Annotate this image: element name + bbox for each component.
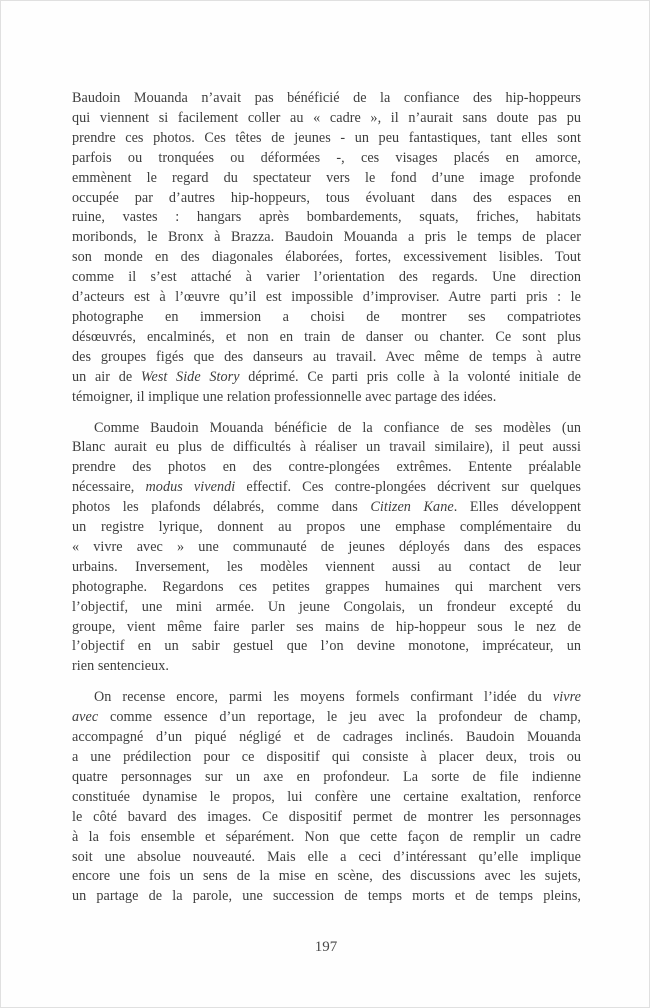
- text-segment: désœuvrés, encalminés, et non en train de danser ou chanter. Ce sont plus: [72, 328, 581, 345]
- text-line: [72, 228, 581, 248]
- text-segment: d’acteurs est à l’œuvre qu’il est impossible d’improviser. Autre parti pris : le: [72, 289, 581, 306]
- text-line: [72, 637, 581, 657]
- text-segment: parfois ou tronquées ou déformées -, ces visages placés en amorce,: [72, 149, 581, 166]
- italic-segment: West Side Story: [140, 368, 240, 385]
- text-segment: occupée par d’autres hip-hoppeurs, tous évoluant dans des espaces en: [72, 189, 581, 206]
- text-line: [72, 438, 581, 458]
- text-segment: comme essence d’un reportage, le jeu avec la profondeur de champ,: [98, 709, 581, 726]
- page-number: 197: [314, 939, 338, 955]
- text-segment: déprimé. Ce parti pris colle à la volonté initiale de: [239, 368, 581, 385]
- text-segment: son monde en des diagonales élaborées, fortes, excessivement lisibles. Tout: [72, 249, 581, 266]
- text-line: [72, 768, 581, 788]
- text-segment: On recense encore, parmi les moyens formels confirmant l’idée du: [94, 689, 553, 706]
- text-segment: comme il s’est attaché à varier l’orientation des regards. Une direction: [72, 269, 581, 286]
- text-segment: prendre ces photos. Ces têtes de jeunes - un peu fantastiques, tant elles sont: [72, 129, 581, 146]
- italic-segment: avec: [72, 709, 99, 726]
- text-line: [72, 538, 581, 558]
- text-segment: un partage de la parole, une succession de temps morts et de temps pleins,: [72, 888, 581, 905]
- text-segment: Comme Baudoin Mouanda bénéficie de la confiance de ses modèles (un: [94, 419, 581, 436]
- text-segment: effectif. Ces contre-plongées décrivent sur quelques: [235, 479, 581, 496]
- text-segment: accompagné d’un piqué négligé et de cadrages inclinés. Baudoin Mouanda: [72, 729, 581, 746]
- text-segment: encore une fois un sens de la mise en scène, des discussions avec les sujets,: [72, 868, 581, 885]
- text-line: [72, 388, 581, 408]
- text-line: [72, 728, 581, 748]
- text-segment: a une prédilection pour ce dispositif qui consiste à placer deux, trois ou: [72, 749, 581, 765]
- text-line: [72, 248, 581, 268]
- text-line: [72, 598, 581, 618]
- text-segment: emmènent le regard du spectateur vers le fond d’une image profonde: [72, 169, 581, 186]
- text-segment: à la fois ensemble et séparément. Non que cette façon de remplir un cadre: [72, 828, 581, 845]
- text-segment: photographe. Regardons ces petites grappes humaines qui marchent vers: [72, 578, 581, 595]
- text-line: [72, 887, 581, 907]
- text-line: [72, 808, 581, 828]
- text-line: [72, 109, 581, 129]
- text-segment: qui viennent si facilement coller au « cadre », il n’aurait sans doute pas pu: [72, 109, 581, 126]
- text-line: [72, 518, 581, 538]
- text-segment: moribonds, le Bronx à Brazza. Baudoin Mouanda a pris le temps de placer: [72, 229, 581, 246]
- text-line: [72, 657, 581, 677]
- text-line: [72, 688, 581, 708]
- text-segment: quatre personnages sur un axe en profondeur. La sorte de file indienne: [72, 768, 581, 785]
- text-line: [72, 578, 581, 598]
- text-segment: urbains. Inversement, les modèles viennent aussi au contact de leur: [72, 558, 581, 575]
- text-segment: photos les plafonds délabrés, comme dans: [72, 499, 371, 516]
- text-line: [72, 788, 581, 808]
- text-line: [72, 328, 581, 348]
- italic-segment: vivre: [552, 689, 581, 706]
- text-line: [72, 828, 581, 848]
- paragraph: [72, 419, 581, 678]
- text-line: [72, 189, 581, 209]
- text-segment: « vivre avec » une communauté de jeunes déployés dans des espaces: [72, 538, 581, 555]
- italic-segment: Citizen Kane: [370, 499, 454, 516]
- text-line: [72, 558, 581, 578]
- paragraph: [72, 688, 581, 907]
- text-segment: témoigner, il implique une relation professionnelle avec partage des idées.: [72, 388, 497, 405]
- text-line: [72, 348, 581, 368]
- text-line: [72, 419, 581, 439]
- text-segment: groupe, vient même faire parler ses mains de hip-hoppeur sous le nez de: [72, 618, 581, 635]
- text-line: [72, 129, 581, 149]
- text-line: [72, 498, 581, 518]
- text-segment: soit une absolue nouveauté. Mais elle a ceci d’intéressant qu’elle implique: [72, 848, 581, 865]
- text-segment: prendre des photos en des contre-plongées extrêmes. Entente préalable: [72, 459, 581, 476]
- text-segment: nécessaire,: [72, 479, 146, 496]
- text-segment: photographe en immersion a choisi de montrer ses compatriotes: [72, 308, 581, 325]
- text-segment: Blanc aurait eu plus de difficultés à réaliser un travail similaire), il peut aussi: [72, 439, 581, 456]
- text-line: [72, 288, 581, 308]
- text-segment: un air de: [72, 368, 141, 385]
- text-segment: l’objectif, une mini armée. Un jeune Congolais, un frondeur excepté du: [72, 598, 581, 615]
- text-line: [72, 268, 581, 288]
- text-block: [72, 89, 581, 907]
- text-line: [72, 867, 581, 887]
- text-line: [72, 748, 581, 768]
- text-segment: rien sentencieux.: [72, 658, 169, 675]
- text-segment: le côté bavard des images. Ce dispositif permet de montrer les personnages: [72, 808, 581, 825]
- text-segment: ruine, vastes : hangars après bombardements, squats, friches, habitats: [72, 209, 581, 226]
- text-line: [72, 368, 581, 388]
- text-line: [72, 458, 581, 478]
- text-line: [72, 848, 581, 868]
- text-segment: constituée dynamise le propos, lui confère une certaine exaltation, renforce: [72, 788, 581, 805]
- text-line: [72, 89, 581, 109]
- text-line: [72, 618, 581, 638]
- text-segment: des groupes figés que des danseurs au travail. Avec même de temps à autre: [72, 348, 581, 365]
- italic-segment: modus vivendi: [145, 479, 236, 496]
- text-line: [72, 308, 581, 328]
- text-line: [72, 708, 581, 728]
- text-segment: . Elles développent: [453, 499, 582, 516]
- text-line: [72, 208, 581, 228]
- text-segment: Baudoin Mouanda n’avait pas bénéficié de la confiance des hip-hoppeurs: [72, 90, 581, 106]
- text-segment: un registre lyrique, donnent au propos une emphase complémentaire du: [72, 519, 581, 536]
- text-line: [72, 478, 581, 498]
- paragraph: [72, 89, 581, 408]
- text-segment: l’objectif en un sabir gestuel que l’on devine monotone, imprécateur, un: [72, 638, 581, 655]
- text-line: [72, 169, 581, 189]
- text-line: [72, 149, 581, 169]
